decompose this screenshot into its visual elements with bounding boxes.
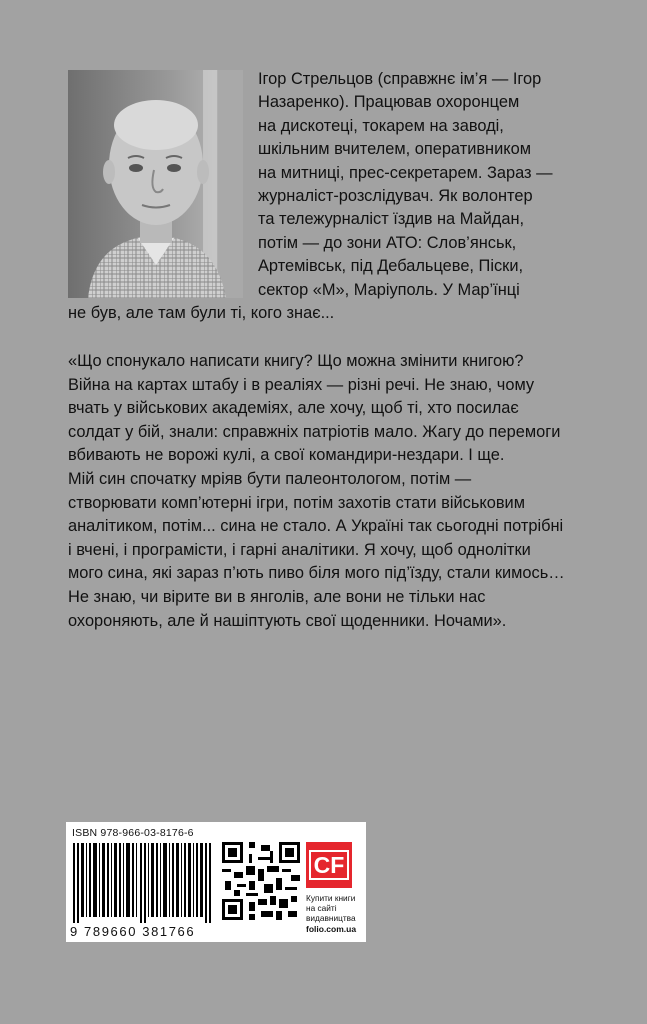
isbn-label: ISBN 978-966-03-8176-6 (72, 827, 194, 839)
author-portrait-icon (68, 70, 243, 298)
qr-code-icon (222, 842, 300, 920)
barcode-icon (73, 843, 213, 923)
buy-books-text: Купити книги на сайті видавництва (306, 893, 356, 923)
publisher-logo (306, 842, 352, 888)
author-photo (68, 70, 243, 298)
author-bio-last-line: не був, але там були ті, кого знає... (68, 304, 335, 322)
author-quote: «Що спонукало написати книгу? Що можна змінити книгою? Війна на картах штабу і в реаліях — різні речі. Не знаю, чому вчать у військових академіях, але хочу, щоб ті, хто посилає солдат у бій, знали: справжніх патріотів мало. Жагу до перемоги вбивають не ворожі кулі, а свої командири-нездари. І ще. Мій син спочатку мріяв бути палеонтологом, потім — створювати комп’ютерні ігри, потім захотів стати військовим аналітиком, потім... сина не стало. А Україні так сьогодні потрібні і вчені, і програмісти, і гарні аналітики. Я хочу, щоб однолітки мого сина, які зараз п’ють пиво біля мого під’їзду, стали кимось… Не знаю, чи вірите ви в янголів, але вони не тільки нас охороняють, але й нашіптують свої щоденники. Ночами». (68, 352, 565, 630)
ean-digits: 9 789660 381766 (70, 924, 196, 939)
publisher-site-link[interactable]: folio.com.ua (306, 924, 357, 934)
author-bio: Ігор Стрельцов (справжнє ім’я — Ігор Назаренко). Працював охоронцем на дискотеці, токарем на заводі, шкільним вчителем, оперативником на митниці, прес-секретарем. Зараз — журналіст-розслідувач. Як волонтер та тележурналіст їздив на Майдан, потім — до зони АТО: Слов’янськ, Артемівськ, під Дебальцеве, Піски, сектор «М», Маріуполь. У Мар’їнці (258, 70, 553, 299)
publisher-logo-text: CF (309, 850, 350, 880)
barcode-panel (66, 822, 366, 942)
